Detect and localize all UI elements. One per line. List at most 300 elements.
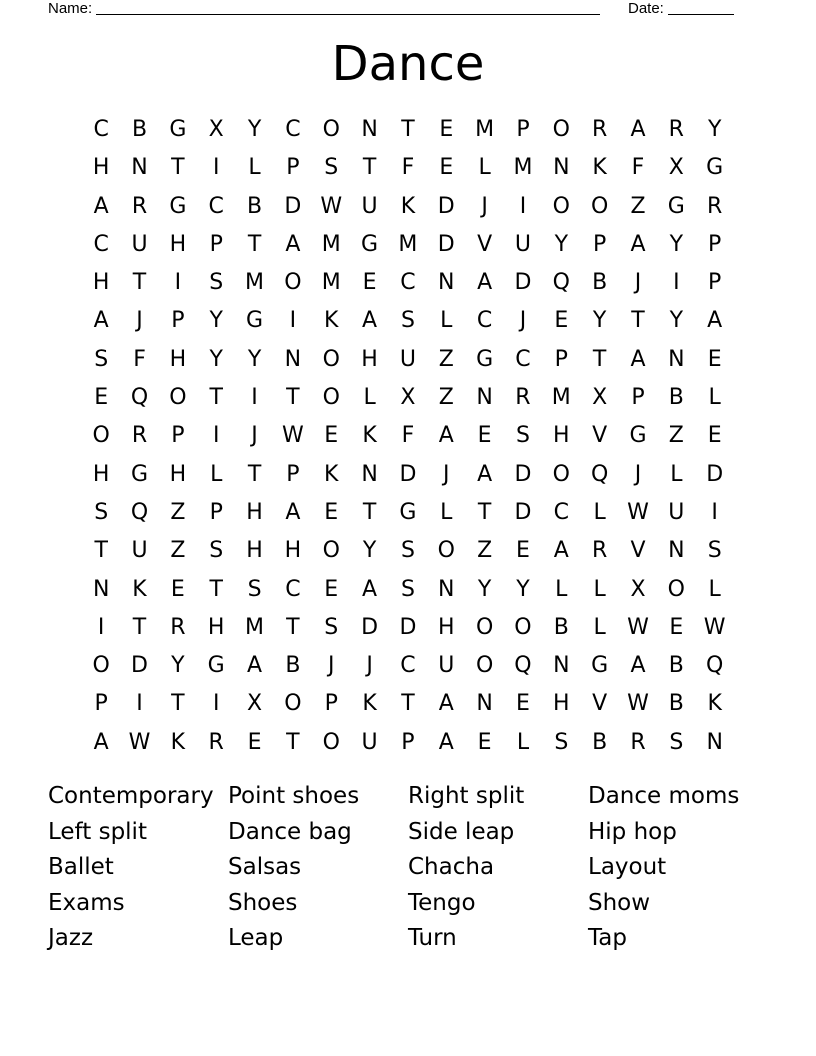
grid-letter[interactable]: S (94, 346, 109, 372)
grid-letter[interactable]: N (706, 729, 723, 755)
grid-letter[interactable]: G (399, 499, 417, 525)
grid-letter[interactable]: W (627, 691, 649, 717)
grid-letter[interactable]: A (707, 308, 723, 334)
grid-letter[interactable]: C (285, 576, 301, 602)
word-list-item: Contemporary (48, 783, 214, 809)
grid-letter[interactable]: U (131, 538, 148, 564)
grid-letter[interactable]: D (361, 614, 379, 640)
grid-letter[interactable]: A (285, 231, 301, 257)
grid-letter[interactable]: Q (130, 499, 149, 525)
grid-letter[interactable]: N (361, 461, 378, 487)
grid-letter[interactable]: J (366, 653, 373, 679)
grid-letter[interactable]: H (169, 461, 187, 487)
grid-letter[interactable]: S (515, 423, 530, 449)
grid-letter[interactable]: J (519, 308, 527, 334)
grid-letter[interactable]: T (631, 308, 645, 334)
grid-letter[interactable]: N (438, 270, 455, 296)
grid-letter[interactable]: Z (438, 346, 454, 372)
word-list-item: Left split (48, 818, 147, 845)
grid-letter[interactable]: S (669, 729, 684, 755)
grid-letter[interactable]: U (361, 729, 378, 755)
grid-letter[interactable]: Z (668, 423, 684, 449)
date-blank-line[interactable] (668, 0, 734, 15)
grid-letter[interactable]: K (592, 155, 607, 181)
grid-letter[interactable]: V (630, 538, 646, 564)
grid-letter[interactable]: N (476, 385, 493, 411)
grid-letter[interactable]: I (711, 499, 718, 525)
grid-letter[interactable]: B (553, 614, 569, 640)
grid-letter[interactable]: N (668, 538, 685, 564)
grid-letter[interactable]: B (592, 729, 608, 755)
grid-letter[interactable]: J (251, 423, 258, 449)
grid-letter[interactable]: A (477, 270, 493, 296)
grid-letter[interactable]: R (707, 193, 723, 219)
grid-letter[interactable]: E (439, 155, 454, 181)
grid-letter[interactable]: Y (707, 117, 722, 142)
grid-letter[interactable]: W (282, 423, 304, 449)
grid-letter[interactable]: I (212, 155, 220, 181)
grid-letter[interactable]: J (481, 193, 488, 219)
grid-letter[interactable]: U (131, 231, 148, 257)
grid-letter[interactable]: D (514, 461, 532, 487)
grid-letter[interactable]: H (169, 346, 187, 372)
grid-letter[interactable]: O (322, 346, 340, 372)
grid-letter[interactable]: T (171, 691, 185, 717)
grid-letter[interactable]: W (627, 499, 649, 525)
grid-letter[interactable]: P (324, 691, 338, 717)
grid-letter[interactable]: E (477, 423, 492, 449)
grid-letter[interactable]: H (246, 538, 263, 564)
grid-letter[interactable]: B (668, 653, 684, 679)
grid-letter[interactable]: N (361, 117, 378, 142)
grid-letter[interactable]: L (670, 461, 683, 487)
grid-letter[interactable]: K (707, 691, 722, 717)
grid-letter[interactable]: I (97, 614, 105, 640)
grid-letter[interactable]: G (476, 346, 494, 372)
grid-letter[interactable]: L (593, 576, 606, 602)
grid-letter[interactable]: P (209, 499, 223, 525)
grid-letter[interactable]: A (362, 308, 378, 334)
grid-letter[interactable]: T (401, 691, 415, 717)
grid-letter[interactable]: O (284, 270, 302, 296)
grid-letter[interactable]: S (94, 499, 109, 525)
grid-letter[interactable]: O (475, 653, 494, 679)
grid-letter[interactable]: O (552, 193, 570, 219)
grid-letter[interactable]: D (514, 499, 532, 525)
grid-letter[interactable]: P (708, 270, 722, 296)
grid-letter[interactable]: O (322, 538, 340, 564)
date-field (628, 0, 734, 17)
grid-letter[interactable]: A (438, 729, 454, 755)
grid-letter[interactable]: Q (706, 653, 724, 679)
grid-letter[interactable]: S (400, 576, 415, 602)
grid-letter[interactable]: C (208, 193, 224, 219)
grid-letter[interactable]: A (630, 653, 646, 679)
grid-row (82, 494, 734, 532)
grid-letter[interactable]: T (209, 576, 223, 602)
grid-letter[interactable]: E (516, 691, 530, 717)
grid-letter[interactable]: Y (247, 346, 262, 372)
grid-letter[interactable]: B (285, 653, 301, 679)
grid-letter[interactable]: D (437, 193, 455, 219)
grid-letter[interactable]: T (286, 729, 300, 755)
grid-letter[interactable]: E (324, 576, 339, 602)
grid-letter[interactable]: N (284, 346, 302, 372)
grid-letter[interactable]: E (247, 729, 262, 755)
grid-letter[interactable]: L (555, 576, 568, 602)
grid-letter[interactable]: G (207, 653, 225, 679)
grid-letter[interactable]: T (247, 231, 262, 257)
grid-letter[interactable]: M (321, 231, 341, 257)
grid-row (82, 226, 734, 264)
grid-letter[interactable]: U (438, 653, 455, 679)
grid-letter[interactable]: W (128, 729, 151, 755)
grid-letter[interactable]: V (592, 691, 608, 717)
grid-letter[interactable]: I (136, 691, 143, 717)
grid-letter[interactable]: X (247, 691, 263, 717)
grid-letter[interactable]: Y (669, 231, 684, 257)
grid-letter[interactable]: A (247, 653, 263, 679)
grid-letter[interactable]: C (93, 231, 109, 257)
word-list-item: Salsas (228, 854, 302, 881)
grid-letter[interactable]: S (400, 538, 415, 564)
grid-letter[interactable]: K (170, 729, 186, 755)
grid-letter[interactable]: P (94, 691, 108, 717)
grid-letter[interactable]: E (439, 117, 454, 142)
grid-letter[interactable]: P (209, 231, 223, 257)
grid-letter[interactable]: M (245, 614, 265, 640)
grid-letter[interactable]: T (401, 117, 415, 142)
grid-letter[interactable]: H (92, 155, 110, 181)
grid-letter[interactable]: P (171, 423, 185, 449)
grid-letter[interactable]: Y (669, 308, 684, 334)
grid-letter[interactable]: T (477, 499, 492, 525)
grid-letter[interactable]: X (208, 117, 224, 142)
grid-letter[interactable]: C (515, 346, 531, 372)
grid-letter[interactable]: O (169, 385, 187, 411)
grid-letter[interactable]: E (516, 538, 530, 564)
grid-letter[interactable]: D (284, 193, 302, 219)
grid-letter[interactable]: Y (362, 538, 377, 564)
name-blank-line[interactable] (96, 0, 600, 15)
grid-letter[interactable]: P (708, 231, 722, 257)
grid-letter[interactable]: E (170, 576, 185, 602)
grid-letter[interactable]: A (630, 346, 646, 372)
grid-letter[interactable]: D (131, 653, 148, 679)
grid-letter[interactable]: D (437, 231, 455, 257)
grid-letter[interactable]: J (634, 270, 642, 296)
grid-letter[interactable]: E (707, 423, 722, 449)
grid-letter[interactable]: S (707, 538, 722, 564)
grid-letter[interactable]: X (668, 155, 684, 181)
grid-letter[interactable]: F (133, 346, 146, 372)
grid-letter[interactable]: S (554, 729, 569, 755)
grid-letter[interactable]: T (209, 385, 223, 411)
grid-letter[interactable]: G (591, 653, 609, 679)
grid-letter[interactable]: F (631, 155, 645, 181)
grid-letter[interactable]: Y (209, 308, 223, 334)
grid-letter[interactable]: P (171, 308, 185, 334)
grid-letter[interactable]: L (478, 155, 491, 181)
grid-letter[interactable]: A (93, 729, 109, 755)
grid-letter[interactable]: E (362, 270, 377, 296)
grid-letter[interactable]: Q (590, 461, 609, 487)
grid-letter[interactable]: H (92, 270, 110, 296)
grid-letter[interactable]: Y (477, 576, 492, 602)
grid-letter[interactable]: R (630, 729, 646, 755)
grid-letter[interactable]: M (475, 117, 495, 142)
grid-letter[interactable]: A (553, 538, 569, 564)
grid-letter[interactable]: F (401, 155, 415, 181)
grid-letter[interactable]: W (703, 614, 726, 640)
grid-letter[interactable]: Z (630, 193, 646, 219)
grid-letter[interactable]: A (93, 193, 109, 219)
grid-letter[interactable]: L (708, 576, 721, 602)
grid-letter[interactable]: L (593, 499, 606, 525)
grid-letter[interactable]: Y (247, 117, 262, 142)
grid-letter[interactable]: C (285, 117, 301, 142)
grid-letter[interactable]: G (130, 461, 149, 487)
grid-letter[interactable]: T (592, 346, 607, 372)
grid-letter[interactable]: M (551, 385, 571, 411)
grid-letter[interactable]: S (324, 614, 339, 640)
grid-letter[interactable]: X (630, 576, 646, 602)
grid-letter[interactable]: L (440, 308, 453, 334)
grid-letter[interactable]: R (591, 117, 608, 142)
grid-letter[interactable]: R (591, 538, 608, 564)
grid-letter[interactable]: S (209, 538, 224, 564)
grid-letter[interactable]: G (169, 193, 187, 219)
grid-letter[interactable]: L (708, 385, 721, 411)
grid-letter[interactable]: W (320, 193, 343, 219)
grid-letter[interactable]: E (707, 346, 722, 372)
grid-letter[interactable]: O (590, 193, 609, 219)
grid-letter[interactable]: S (247, 576, 262, 602)
grid-letter[interactable]: T (362, 155, 377, 181)
grid-letter[interactable]: O (552, 461, 570, 487)
grid-letter[interactable]: A (93, 308, 109, 334)
grid-letter[interactable]: V (592, 423, 608, 449)
grid-letter[interactable]: I (174, 270, 182, 296)
grid-letter[interactable]: A (630, 117, 646, 142)
grid-letter[interactable]: N (92, 576, 110, 602)
grid-letter[interactable]: Y (516, 576, 530, 602)
grid-letter[interactable]: G (667, 193, 685, 219)
grid-letter[interactable]: N (476, 691, 493, 717)
grid-letter[interactable]: P (286, 155, 300, 181)
grid-letter[interactable]: P (631, 385, 645, 411)
grid-letter[interactable]: D (514, 270, 532, 296)
grid-letter[interactable]: I (212, 691, 220, 717)
grid-letter[interactable]: E (669, 614, 684, 640)
grid-letter[interactable]: B (247, 193, 263, 219)
grid-letter[interactable]: B (668, 691, 684, 717)
grid-letter[interactable]: K (362, 423, 377, 449)
grid-letter[interactable]: J (634, 461, 642, 487)
grid-letter[interactable]: L (363, 385, 376, 411)
grid-letter[interactable]: Z (170, 538, 186, 564)
grid-letter[interactable]: S (209, 270, 224, 296)
grid-letter[interactable]: T (171, 155, 185, 181)
grid-letter[interactable]: R (170, 614, 186, 640)
grid-letter[interactable]: M (398, 231, 418, 257)
grid-letter[interactable]: P (286, 461, 300, 487)
grid-letter[interactable]: O (322, 117, 340, 142)
grid-letter[interactable]: F (401, 423, 415, 449)
grid-letter[interactable]: O (92, 653, 110, 679)
grid-letter[interactable]: Y (171, 653, 185, 679)
grid-letter[interactable]: H (553, 423, 570, 449)
grid-letter[interactable]: O (437, 538, 455, 564)
grid-letter[interactable]: L (593, 614, 606, 640)
grid-letter[interactable]: J (443, 461, 450, 487)
grid-letter[interactable]: A (362, 576, 378, 602)
grid-letter[interactable]: W (627, 614, 649, 640)
grid-letter[interactable]: G (361, 231, 379, 257)
grid-letter[interactable]: Z (170, 499, 186, 525)
grid-letter[interactable]: E (324, 499, 339, 525)
grid-letter[interactable]: O (514, 614, 532, 640)
grid-letter[interactable]: R (131, 423, 148, 449)
grid-letter[interactable]: H (169, 231, 187, 257)
grid-letter[interactable]: T (286, 614, 300, 640)
grid-letter[interactable]: O (322, 385, 340, 411)
grid-letter[interactable]: L (210, 461, 223, 487)
grid-letter[interactable]: R (668, 117, 684, 142)
grid-letter[interactable]: R (515, 385, 531, 411)
grid-letter[interactable]: A (477, 461, 493, 487)
grid-letter[interactable]: G (706, 155, 724, 181)
grid-letter[interactable]: G (169, 117, 187, 142)
grid-letter[interactable]: H (207, 614, 225, 640)
grid-letter[interactable]: O (667, 576, 685, 602)
grid-letter[interactable]: N (553, 653, 570, 679)
grid-letter[interactable]: M (321, 270, 341, 296)
grid-letter[interactable]: H (246, 499, 263, 525)
grid-letter[interactable]: I (673, 270, 680, 296)
letter-grid (82, 111, 734, 762)
grid-letter[interactable]: S (400, 308, 415, 334)
grid-letter[interactable]: I (251, 385, 258, 411)
grid-letter[interactable]: O (552, 117, 570, 142)
grid-letter[interactable]: Z (438, 385, 454, 411)
grid-letter[interactable]: H (361, 346, 378, 372)
grid-letter[interactable]: G (629, 423, 647, 449)
grid-letter[interactable]: O (284, 691, 302, 717)
grid-letter[interactable]: P (516, 117, 530, 142)
grid-letter[interactable]: T (94, 538, 108, 564)
grid-letter[interactable]: Y (592, 308, 607, 334)
grid-letter[interactable]: O (322, 729, 340, 755)
grid-letter[interactable]: A (438, 691, 454, 717)
grid-letter[interactable]: E (477, 729, 492, 755)
grid-letter[interactable]: H (437, 614, 455, 640)
grid-letter[interactable]: P (554, 346, 568, 372)
grid-letter[interactable]: K (324, 308, 339, 334)
grid-letter[interactable]: T (132, 270, 147, 296)
grid-letter[interactable]: D (706, 461, 724, 487)
grid-letter[interactable]: H (92, 461, 110, 487)
grid-letter[interactable]: G (246, 308, 264, 334)
grid-letter[interactable]: I (212, 423, 220, 449)
grid-letter[interactable]: I (289, 308, 297, 334)
grid-letter[interactable]: D (399, 614, 417, 640)
grid-letter[interactable]: T (362, 499, 377, 525)
grid-letter[interactable]: C (553, 499, 569, 525)
grid-letter[interactable]: J (136, 308, 143, 334)
grid-letter[interactable]: A (630, 231, 646, 257)
grid-letter[interactable]: C (93, 117, 109, 142)
grid-letter[interactable]: O (475, 614, 494, 640)
grid-letter[interactable]: U (514, 231, 531, 257)
grid-letter[interactable]: B (592, 270, 608, 296)
grid-letter[interactable]: M (513, 155, 533, 181)
grid-letter[interactable]: T (247, 461, 262, 487)
grid-letter[interactable]: C (400, 270, 416, 296)
grid-letter[interactable]: L (440, 499, 453, 525)
grid-letter[interactable]: I (519, 193, 527, 219)
grid-letter[interactable]: L (516, 729, 530, 755)
grid-letter[interactable]: V (477, 231, 493, 257)
grid-letter[interactable]: A (285, 499, 301, 525)
grid-letter[interactable]: Q (514, 653, 532, 679)
grid-letter[interactable]: U (399, 346, 416, 372)
grid-letter[interactable]: B (131, 117, 148, 142)
grid-letter[interactable]: X (592, 385, 608, 411)
grid-letter[interactable]: U (668, 499, 685, 525)
grid-letter[interactable]: P (593, 231, 607, 257)
grid-letter[interactable]: E (324, 423, 339, 449)
grid-letter[interactable]: E (554, 308, 569, 334)
grid-letter[interactable]: C (400, 653, 416, 679)
grid-letter[interactable]: Q (130, 385, 149, 411)
grid-letter[interactable]: T (286, 385, 300, 411)
grid-letter[interactable]: D (399, 461, 417, 487)
grid-letter[interactable]: E (94, 385, 109, 411)
grid-letter[interactable]: J (327, 653, 335, 679)
grid-letter[interactable]: N (668, 346, 685, 372)
grid-letter[interactable]: K (324, 461, 339, 487)
word-list-item: Dance bag (228, 818, 352, 845)
grid-letter[interactable]: N (131, 155, 148, 181)
grid-letter[interactable]: H (284, 538, 302, 564)
grid-letter[interactable]: T (132, 614, 147, 640)
grid-letter[interactable]: Q (552, 270, 570, 296)
grid-letter[interactable]: Z (477, 538, 493, 564)
grid-letter[interactable]: H (553, 691, 570, 717)
grid-letter[interactable]: R (208, 729, 224, 755)
grid-letter[interactable]: L (248, 155, 261, 181)
grid-letter[interactable]: P (401, 729, 415, 755)
grid-letter[interactable]: B (668, 385, 684, 411)
grid-letter[interactable]: Y (554, 231, 569, 257)
grid-letter[interactable]: U (361, 193, 378, 219)
grid-letter[interactable]: N (553, 155, 570, 181)
grid-letter[interactable]: K (362, 691, 377, 717)
grid-letter[interactable]: Y (209, 346, 223, 372)
grid-letter[interactable]: K (400, 193, 416, 219)
grid-letter[interactable]: N (438, 576, 455, 602)
grid-row (82, 724, 734, 762)
grid-letter[interactable]: R (131, 193, 148, 219)
grid-letter[interactable]: M (245, 270, 265, 296)
grid-letter[interactable]: A (438, 423, 454, 449)
grid-letter[interactable]: O (92, 423, 110, 449)
grid-letter[interactable]: S (324, 155, 339, 181)
grid-letter[interactable]: K (132, 576, 147, 602)
grid-letter[interactable]: X (400, 385, 416, 411)
grid-letter[interactable]: C (476, 308, 493, 334)
